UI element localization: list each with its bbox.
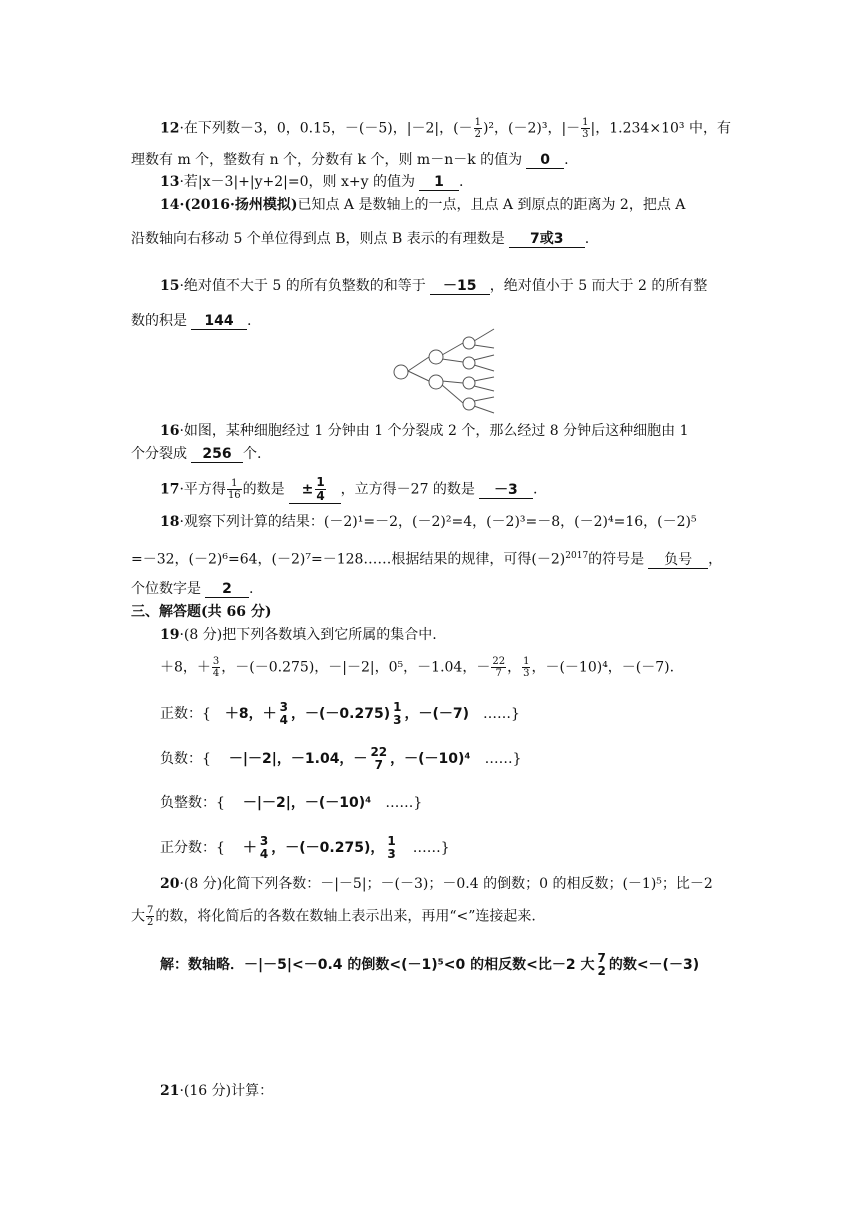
q17-fraction: $\frac{1}{16}$ [227,478,241,501]
q12-line2: 理数有 m 个，整数有 n 个，分数有 k 个，则 m－n－k 的值为 0 . [131,152,569,168]
q19-positive-set: 正数：{ ＋8，＋ 3 4 ，－(－0.275) 1 3 ，－(－7) ……} [160,700,520,727]
q18-answer-2: 2 [205,581,249,598]
q19-positive-fraction-label: 正分数：{ [160,840,225,856]
q13-answer: 1 [419,174,459,191]
q20-solution: 解：数轴略．－|－5|<－0.4 的倒数<(－1)⁵<0 的相反数<比－2 大 7 2 的数<－(－3) [160,951,700,978]
q14-source: ·(2016·扬州模拟) [179,197,298,213]
q18-text-line2a: =－32，(－2)⁶=64，(－2)⁷=－128……根据结果的规律，可得(－2) [131,551,566,568]
q18-text-line2b: 的符号是 [588,551,645,568]
q20-line1 [160,874,713,894]
q14-text: 已知点 A 是数轴上的一点，且点 A 到原点的距离为 2，把点 A [297,197,686,213]
q21-line [160,1081,273,1101]
q18-line1 [160,512,697,532]
q13-text: ·若|x－3|+|y+2|=0，则 x+y 的值为 [179,174,415,190]
q12-answer: 0 [526,152,564,169]
q17-text-c: ，立方得－27 的数是 [340,481,475,498]
q17-answer-1: ± $\frac{1}{4}$ [289,476,341,504]
q12-text-b: )²，(－2)³，|－ [482,120,581,137]
q14-number: 14 [160,197,180,213]
q18-exponent: 2017 [565,551,589,561]
q12-fraction-1: $\frac{1}{2}$ [474,117,481,140]
q19-positive-fraction-set: 正分数：{ ＋ 3 4 ，－(－0.275)， 1 3 ……} [160,834,450,861]
q20-line2: 大 $\frac{7}{2}$ 的数，将化简后的各数在数轴上表示出来，再用“<”连接起来. [131,905,536,928]
q15-line1 [160,276,707,296]
q19-negative-set: 负数：{ －|－2|，－1.04，－ 22 7 ，－(－10)⁴ ……} [160,745,522,772]
q12-text-a: ·在下列数－3，0，0.15，－(－5)，|－2|，(－ [179,120,473,137]
q18-number: 18 [160,514,180,530]
q18-text: ·观察下列计算的结果：(－2)¹=－2，(－2)²=4，(－2)³=－8，(－2)⁴=16，(－2)⁵ [179,514,697,530]
q14-text-line2: 沿数轴向右移动 5 个单位得到点 B，则点 B 表示的有理数是 [131,231,505,247]
q19-numbers: ＋8，＋ $\frac{3}{4}$ ，－(－0.275)，－|－2|，0⁵，－1.04，－ $\frac{22}{7}$ ， $\frac{1}{3}$ ，－(－10)⁴，－(－7). [160,656,675,679]
q12-text-c: |，1.234×10³ 中，有 [590,120,731,137]
q18-line3: 个位数字是 2 . [131,581,254,597]
q12-fraction-2: $\frac{1}{3}$ [582,117,589,140]
q16-number: 16 [160,423,180,439]
q15-text: ·绝对值不大于 5 的所有负整数的和等于 [179,278,426,294]
q19-positive-label: 正数：{ [160,706,211,722]
q17-number: 17 [160,481,180,498]
q19-text: ·(8 分)把下列各数填入到它所属的集合中. [179,627,437,643]
q12-text-line2: 理数有 m 个，整数有 n 个，分数有 k 个，则 m－n－k 的值为 [131,152,523,168]
q20-text: ·(8 分)化简下列各数：－|－5|；－(－3)；－0.4 的倒数；0 的相反数；(－1)⁵；比－2 [179,876,713,892]
q16-line1 [160,421,689,441]
q15-text-line2: 数的积是 [131,313,187,329]
q19-negative-label: 负数：{ [160,751,211,767]
q12-number: 12 [160,120,180,137]
q17-answer-2: －3 [479,482,533,499]
q20-number: 20 [160,876,180,892]
q18-line2: =－32，(－2)⁶=64，(－2)⁷=－128……根据结果的规律，可得$(-2)^{2017}$的符号是 负号 ， [131,551,723,568]
q17-line: 17·平方得 $\frac{1}{16}$ 的数是 ± $\frac{1}{4}$ ，立方得－27 的数是 －3 . [160,475,538,503]
q16-line2: 个分裂成 256 个. [131,446,262,462]
q13-line: 13·若|x－3|+|y+2|=0，则 x+y 的值为 1 . [160,174,464,190]
q16-answer: 256 [191,446,243,463]
q18-text-line3: 个位数字是 [131,581,201,597]
q21-text: ·(16 分)计算： [179,1083,274,1099]
q15-line2: 数的积是 144 . [131,313,252,329]
q12-line1 [160,117,731,140]
q15-answer-1: －15 [430,278,490,295]
q19-line1 [160,625,437,645]
q17-text-b: 的数是 [242,481,285,498]
q15-text-mid: ，绝对值小于 5 而大于 2 的所有整 [489,278,708,294]
q15-answer-2: 144 [191,313,247,330]
q14-line1 [160,195,685,215]
q13-number: 13 [160,174,180,190]
q20-text-line2: 的数，将化简后的各数在数轴上表示出来，再用“<”连接起来. [155,908,536,925]
q21-number: 21 [160,1083,180,1099]
q19-negative-integer-set: 负整数：{ －|－2|，－(－10)⁴ ……} [160,795,423,811]
q19-negative-integer-label: 负整数：{ [160,795,225,811]
q15-number: 15 [160,278,180,294]
q17-text-a: ·平方得 [179,481,226,498]
cell-division-tree-diagram [390,325,496,415]
q18-answer-1: 负号 [648,552,708,569]
q19-number: 19 [160,627,180,643]
section-heading: 三、解答题(共 66 分) [131,604,272,620]
q16-text: ·如图，某种细胞经过 1 分钟由 1 个分裂成 2 个，那么经过 8 分钟后这种细胞由 1 [179,423,689,439]
q14-answer: 7或3 [509,231,585,248]
q16-text-line2: 个分裂成 [131,446,187,462]
q14-line2: 沿数轴向右移动 5 个单位得到点 B，则点 B 表示的有理数是 7或3 . [131,231,590,247]
